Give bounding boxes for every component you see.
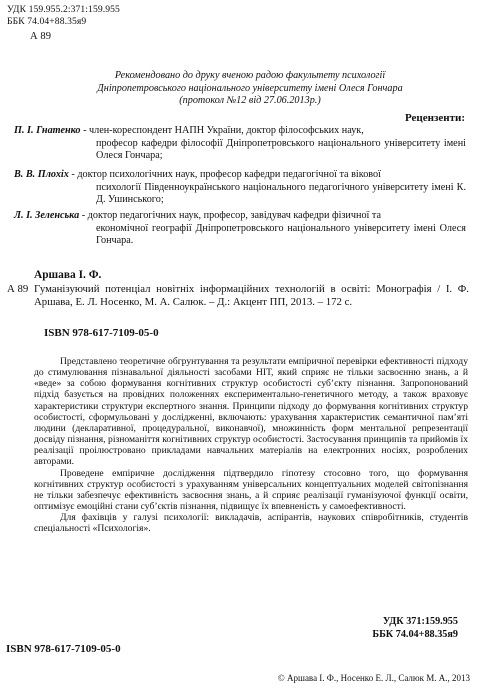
isbn-bottom: ISBN 978-617-7109-05-0 — [6, 643, 121, 655]
bbk-code-bottom: ББК 74.04+88.35я9 — [372, 629, 458, 640]
reviewer-credentials: - член-кореспондент НАПН України, доктор філософських наук, — [80, 125, 364, 136]
reviewer-affiliation: психології Південноукраїнського національного педагогічного університету імені К. Д. Ушинського; — [96, 181, 466, 206]
abstract — [34, 356, 468, 535]
bib-description: Гуманізуючий потенціал новітніх інформаційних технологій в освіті: Монографія / І. Ф. Аршава, Е. Л. Носенко, М. А. Салюк. – Д.: Акцент ПП, 2013. – 172 с. — [34, 283, 469, 309]
reviewer-name: В. В. Плохіх — [14, 169, 69, 180]
reviewer-name: Л. І. Зеленська — [14, 210, 80, 221]
reviewer-entry — [14, 210, 466, 248]
reviewer-credentials: - доктор педагогічних наук, професор, завідувач кафедри фізичної та — [79, 210, 382, 221]
isbn-label: ISBN 978-617-7109-05-0 — [44, 327, 159, 339]
udc-code-bottom: УДК 371:159.955 — [382, 616, 458, 627]
udc-code: УДК 159.955.2:371:159.955 — [7, 4, 120, 15]
classification-block — [0, 615, 458, 641]
bib-author-code: А 89 — [7, 283, 29, 295]
reviewers-heading: Рецензенти: — [404, 112, 465, 124]
copyright-notice: © Аршава І. Ф., Носенко Е. Л., Салюк М. А., 2013 — [277, 673, 470, 683]
reviewer-credentials: - доктор психологічних наук, професор кафедри педагогічної та вікової — [68, 169, 381, 180]
book-author: Аршава І. Ф. — [34, 269, 102, 281]
bbk-code: ББК 74.04+88.35я9 — [7, 16, 87, 27]
abstract-paragraph: Проведене емпіричне дослідження підтвердило гіпотезу стосовно того, що формування когнітивних структур особистості з урахуванням універсальних концептуальних моделей світопізнання не тільки забезпечує ефективність засвоєння знань, а й сприяє реалізації гуманізуючої функції освіти, оптимізує емоційні стани суб’єктів пізнання, підвищує їх впевненість у самоефективності. — [34, 467, 468, 513]
abstract-paragraph: Для фахівців у галузі психології: викладачів, аспірантів, наукових співробітників, студентів спеціальності «Психологія». — [34, 512, 468, 535]
reviewer-name: П. І. Гнатенко — [14, 125, 81, 136]
abstract-paragraph: Представлено теоретичне обгрунтування та результати емпіричної перевірки ефективності підходу до стимулювання пізнавальної діяльності засобами НІТ, який сприяє не тільки засвоєнню знань, а й «веде» за собою формування когнітивних структур особистості суб’єкту пізнання. Запропонований підхід базується на провідних положеннях експериментально-генетичного методу, а також враховує характеристики структури експертного знання. Принципи підходу до формування когнітивних структур особистості, сформульовані у дослідженні, включають: урахування характеристик семантичної пам’яті людини (декларативної, процедуральної, виконавчої), множинність форм ментальної репрезентації досвіду пізнання, різноманіття когнітивних структур особистості. Застосування принципів та прийомів їх реалізації проілюстровано прикладами навчальних матеріалів на електронних носіях, розроблених авторами. — [34, 356, 468, 468]
reviewer-affiliation: професор кафедри філософії Дніпропетровського національного університету імені Олеся Гончара; — [96, 137, 466, 162]
reviewer-entry — [14, 125, 466, 163]
bibliographic-record — [7, 283, 469, 309]
reviewer-affiliation: економічної географії Дніпропетровського національного університету імені Олеся Гончара. — [96, 222, 466, 247]
approval-line: Дніпропетровського національного університету імені Олеся Гончара — [97, 82, 403, 94]
author-code: А 89 — [30, 31, 52, 42]
approval-note — [30, 70, 470, 108]
reviewer-entry — [14, 169, 466, 207]
approval-line: Рекомендовано до друку вченою радою факультету психології — [114, 70, 386, 81]
approval-line: (протокол №12 від 27.06.2013р.) — [179, 95, 321, 107]
